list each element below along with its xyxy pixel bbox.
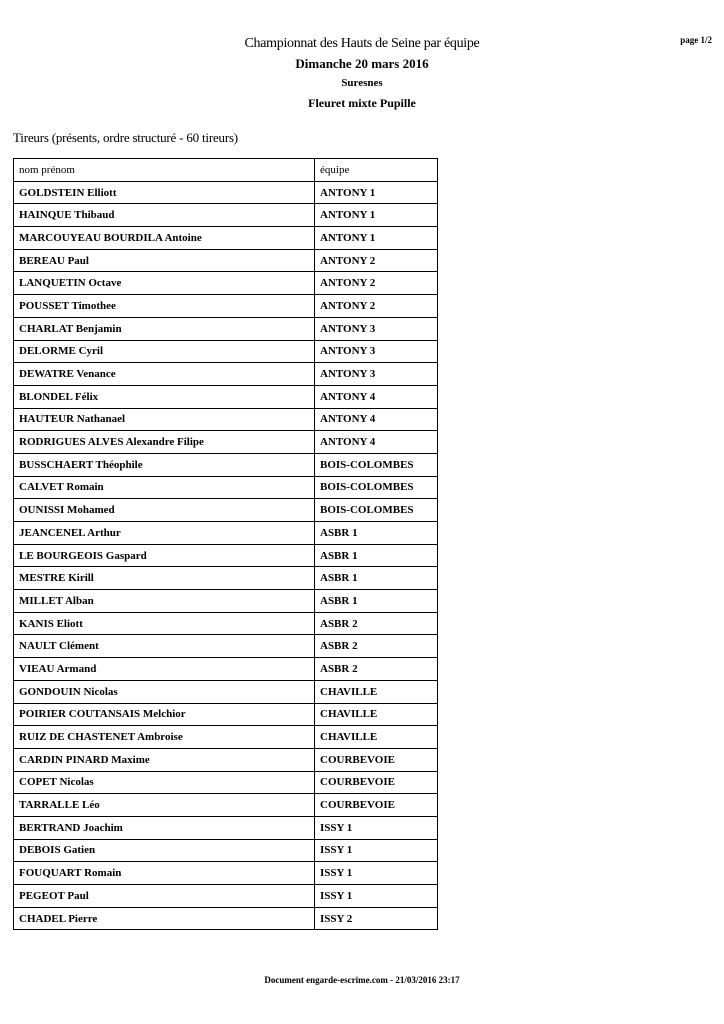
table-row	[14, 839, 438, 862]
table-row	[14, 476, 438, 499]
shooter-team: ASBR 1	[315, 522, 438, 545]
document-footer: Document engarde-escrime.com - 21/03/2016 23:17	[264, 975, 460, 985]
table-row	[14, 408, 438, 431]
table-row	[14, 204, 438, 227]
table-row	[14, 726, 438, 749]
shooter-name: BERTRAND Joachim	[14, 816, 315, 839]
table-row	[14, 612, 438, 635]
shooter-team: ISSY 1	[315, 862, 438, 885]
table-row	[14, 771, 438, 794]
shooter-name: CHARLAT Benjamin	[14, 317, 315, 340]
shooter-team: ISSY 1	[315, 816, 438, 839]
shooter-name: CHADEL Pierre	[14, 907, 315, 930]
table-row	[14, 748, 438, 771]
shooter-team: CHAVILLE	[315, 680, 438, 703]
shooter-team: ASBR 1	[315, 590, 438, 613]
shooter-team: ISSY 1	[315, 839, 438, 862]
shooter-team: ANTONY 1	[315, 181, 438, 204]
competition-place: Suresnes	[341, 77, 383, 89]
table-row	[14, 658, 438, 681]
shooter-team: BOIS-COLOMBES	[315, 476, 438, 499]
table-row	[14, 635, 438, 658]
shooter-name: GOLDSTEIN Elliott	[14, 181, 315, 204]
table-row	[14, 680, 438, 703]
shooter-name: DEWATRE Venance	[14, 363, 315, 386]
shooter-name: BEREAU Paul	[14, 249, 315, 272]
shooter-name: LANQUETIN Octave	[14, 272, 315, 295]
shooter-team: COURBEVOIE	[315, 771, 438, 794]
shooter-team: ASBR 2	[315, 635, 438, 658]
table-row	[14, 907, 438, 930]
shooter-team: ANTONY 3	[315, 340, 438, 363]
shooter-team: ANTONY 2	[315, 272, 438, 295]
table-row	[14, 295, 438, 318]
table-row	[14, 590, 438, 613]
shooter-team: ASBR 1	[315, 567, 438, 590]
table-row	[14, 363, 438, 386]
shooter-name: GONDOUIN Nicolas	[14, 680, 315, 703]
table-row	[14, 544, 438, 567]
competition-date: Dimanche 20 mars 2016	[295, 56, 429, 71]
shooter-team: ASBR 2	[315, 612, 438, 635]
table-row	[14, 249, 438, 272]
shooter-team: ASBR 2	[315, 658, 438, 681]
shooters-table	[13, 158, 438, 930]
table-row	[14, 499, 438, 522]
shooter-team: ISSY 2	[315, 907, 438, 930]
shooter-team: CHAVILLE	[315, 703, 438, 726]
table-row	[14, 340, 438, 363]
table-row	[14, 453, 438, 476]
shooter-team: ANTONY 3	[315, 363, 438, 386]
shooter-name: KANIS Eliott	[14, 612, 315, 635]
shooter-name: PEGEOT Paul	[14, 885, 315, 908]
shooter-team: COURBEVOIE	[315, 748, 438, 771]
table-row	[14, 317, 438, 340]
competition-category: Fleuret mixte Pupille	[308, 96, 416, 110]
page-number: page 1/2	[680, 35, 712, 45]
table-row	[14, 567, 438, 590]
shooter-name: MILLET Alban	[14, 590, 315, 613]
shooter-team: ASBR 1	[315, 544, 438, 567]
shooter-team: CHAVILLE	[315, 726, 438, 749]
table-body	[14, 181, 438, 930]
shooter-name: VIEAU Armand	[14, 658, 315, 681]
shooter-team: BOIS-COLOMBES	[315, 453, 438, 476]
table-row	[14, 794, 438, 817]
shooter-name: LE BOURGEOIS Gaspard	[14, 544, 315, 567]
shooter-name: HAINQUE Thibaud	[14, 204, 315, 227]
shooter-team: BOIS-COLOMBES	[315, 499, 438, 522]
table-row	[14, 703, 438, 726]
table-row	[14, 431, 438, 454]
shooter-team: ANTONY 4	[315, 408, 438, 431]
table-header-row	[14, 159, 438, 182]
table-row	[14, 522, 438, 545]
shooter-team: ANTONY 1	[315, 204, 438, 227]
table-row	[14, 862, 438, 885]
shooter-name: DELORME Cyril	[14, 340, 315, 363]
shooter-name: CALVET Romain	[14, 476, 315, 499]
shooter-name: RODRIGUES ALVES Alexandre Filipe	[14, 431, 315, 454]
shooter-name: POIRIER COUTANSAIS Melchior	[14, 703, 315, 726]
shooter-name: CARDIN PINARD Maxime	[14, 748, 315, 771]
shooter-name: FOUQUART Romain	[14, 862, 315, 885]
shooter-name: POUSSET Timothee	[14, 295, 315, 318]
header-team: équipe	[315, 159, 438, 182]
shooter-name: HAUTEUR Nathanael	[14, 408, 315, 431]
shooter-name: RUIZ DE CHASTENET Ambroise	[14, 726, 315, 749]
shooter-team: ANTONY 2	[315, 249, 438, 272]
shooter-name: NAULT Clément	[14, 635, 315, 658]
shooter-name: COPET Nicolas	[14, 771, 315, 794]
shooter-name: DEBOIS Gatien	[14, 839, 315, 862]
header-name: nom prénom	[14, 159, 315, 182]
competition-title: Championnat des Hauts de Seine par équipe	[244, 36, 480, 51]
shooter-team: ANTONY 2	[315, 295, 438, 318]
table-row	[14, 816, 438, 839]
table-row	[14, 227, 438, 250]
table-row	[14, 272, 438, 295]
table-row	[14, 181, 438, 204]
shooter-team: ANTONY 1	[315, 227, 438, 250]
shooter-name: JEANCENEL Arthur	[14, 522, 315, 545]
table-row	[14, 385, 438, 408]
table-row	[14, 885, 438, 908]
shooter-team: ANTONY 4	[315, 431, 438, 454]
shooter-team: ISSY 1	[315, 885, 438, 908]
shooter-name: BLONDEL Félix	[14, 385, 315, 408]
section-title: Tireurs (présents, ordre structuré - 60 tireurs)	[13, 130, 238, 145]
shooter-team: ANTONY 4	[315, 385, 438, 408]
shooter-name: OUNISSI Mohamed	[14, 499, 315, 522]
shooter-name: MARCOUYEAU BOURDILA Antoine	[14, 227, 315, 250]
shooter-name: MESTRE Kirill	[14, 567, 315, 590]
shooter-name: TARRALLE Léo	[14, 794, 315, 817]
document-header	[0, 33, 724, 113]
shooter-team: COURBEVOIE	[315, 794, 438, 817]
shooter-name: BUSSCHAERT Théophile	[14, 453, 315, 476]
shooter-team: ANTONY 3	[315, 317, 438, 340]
